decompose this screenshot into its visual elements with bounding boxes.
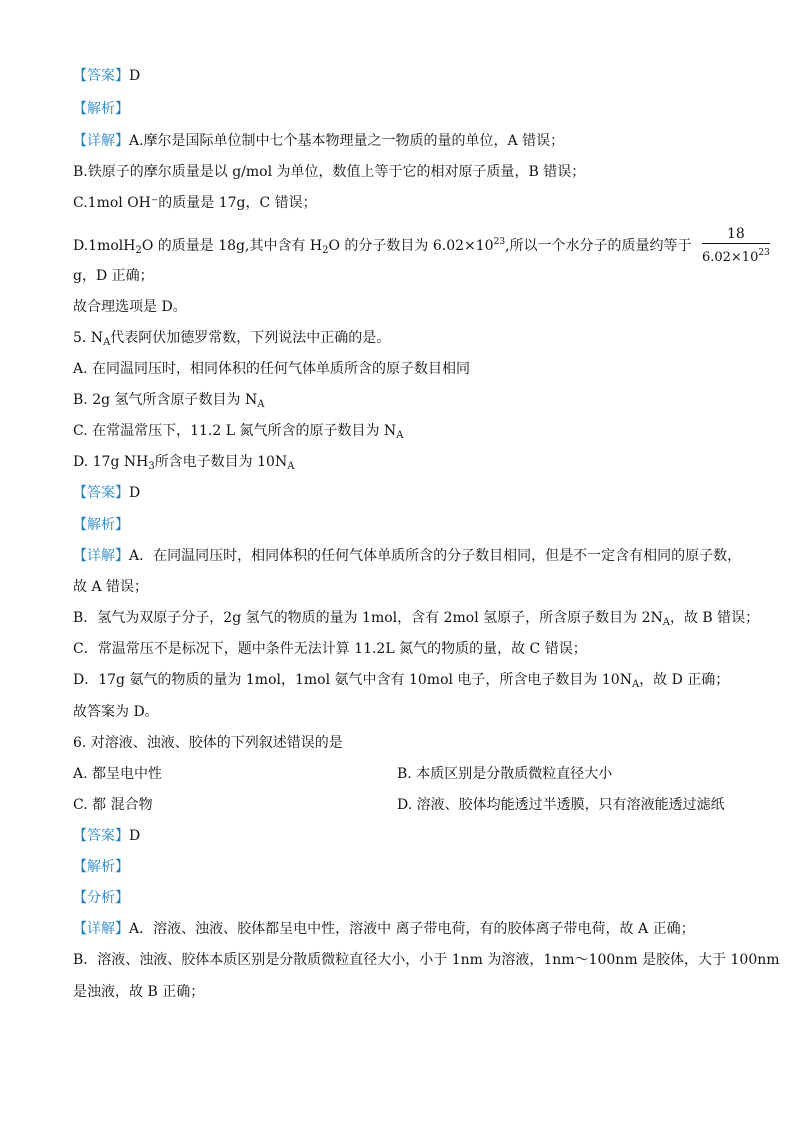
q4-detail-b: B.铁原子的摩尔质量是以 g/mol 为单位，数值上等于它的相对原子质量，B 错误；	[73, 164, 586, 180]
detail-tag: 【详解】	[73, 548, 129, 564]
analysis-tag: 【解析】	[73, 859, 129, 875]
q5-option-c: C. 在常温常压下，11.2 L 氮气所含的原子数目为 $N_A$	[73, 423, 404, 441]
q6-option-d: D. 溶液、胶体均能透过半透膜，只有溶液能透过滤纸	[397, 797, 725, 813]
answer-tag: 【答案】	[73, 828, 129, 844]
q4-analysis-heading	[73, 100, 129, 118]
q5-conclusion: 故答案为 D。	[73, 704, 159, 720]
q4-answer-line	[73, 67, 140, 85]
detail-tag: 【详解】	[73, 921, 129, 937]
q4-detail-d-cont: g，D 正确；	[73, 268, 154, 284]
q5-answer: D	[129, 485, 141, 501]
answer-tag: 【答案】	[73, 68, 129, 84]
q5-analysis-heading	[73, 516, 129, 534]
q4-detail-a: 【详解】A.摩尔是国际单位制中七个基本物理量之一物质的量的单位，A 错误；	[73, 133, 565, 149]
q6-option-c: C. 都 混合物	[73, 797, 153, 813]
q6-stem: 6. 对溶液、浊液、胶体的下列叙述错误的是	[73, 735, 343, 751]
q6-detail-a: 【详解】A．溶液、浊液、胶体都呈电中性，溶液中 离子带电荷，有的胶体离子带电荷，故 A 正确；	[73, 921, 695, 937]
q5-detail-a1: 【详解】A．在同温同压时，相同体积的任何气体单质所含的分子数目相同，但是不一定含有相同的原子数，	[73, 548, 742, 564]
q5-answer-line	[73, 484, 140, 502]
q5-detail-a2: 故 A 错误；	[73, 579, 149, 595]
q6-detail-b2: 是浊液，故 B 正确；	[73, 984, 205, 1000]
q4-detail-d: D.1molH$_2$O 的质量是 18g,其中含有 $H_2O$ 的分子数目为 $6.02\times 10^{23}$,所以一个水分子的质量约等于 $\frac{18}{6.02\times 10^{23}}$	[73, 226, 770, 265]
q6-analysis-heading	[73, 858, 129, 876]
fraction-denominator: $6.02\times 10^{23}$	[701, 248, 770, 265]
q4-detail-c: C.1mol OH⁻的质量是 17g，C 错误；	[73, 195, 317, 211]
analysis-tag: 【解析】	[73, 101, 129, 117]
q5-option-b: B. 2g 氢气所含原子数目为 $N_A$	[73, 392, 265, 410]
q5-detail-d: D．17g 氨气的物质的量为 1mol，1mol 氨气中含有 10mol 电子，所含电子数目为 $10N_A$，故 D 正确；	[73, 672, 730, 690]
mass-fraction	[702, 226, 770, 266]
answer-tag: 【答案】	[73, 485, 129, 501]
q6-option-b: B. 本质区别是分散质微粒直径大小	[397, 766, 613, 782]
q5-detail-c: C．常温常压不是标况下，题中条件无法计算 11.2L 氮气的物质的量，故 C 错误；	[73, 641, 587, 657]
q4-conclusion: 故合理选项是 D。	[73, 299, 187, 315]
q6-answer-line	[73, 827, 140, 845]
breakdown-tag: 【分析】	[73, 890, 129, 906]
q6-option-a: A. 都呈电中性	[73, 766, 163, 782]
q4-answer: D	[129, 68, 141, 84]
analysis-tag: 【解析】	[73, 517, 129, 533]
q6-breakdown-heading	[73, 889, 129, 907]
q5-option-a: A. 在同温同压时，相同体积的任何气体单质所含的原子数目相同	[73, 361, 471, 377]
fraction-numerator: 18	[702, 226, 770, 244]
q6-answer: D	[129, 828, 141, 844]
q5-detail-b: B．氢气为双原子分子，2g 氢气的物质的量为 1mol，含有 2mol 氢原子，所含原子数目为 $2N_A$，故 B 错误；	[73, 610, 760, 628]
q6-detail-b1: B．溶液、浊液、胶体本质区别是分散质微粒直径大小，小于 1nm 为溶液，1nm～100nm 是胶体，大于 100nm	[73, 952, 780, 968]
q5-stem: 5. $N_A$代表阿伏加德罗常数，下列说法中正确的是。	[73, 330, 391, 348]
detail-tag: 【详解】	[73, 133, 129, 149]
q5-option-d: D. 17g $NH_3$所含电子数目为 $10N_A$	[73, 454, 295, 472]
